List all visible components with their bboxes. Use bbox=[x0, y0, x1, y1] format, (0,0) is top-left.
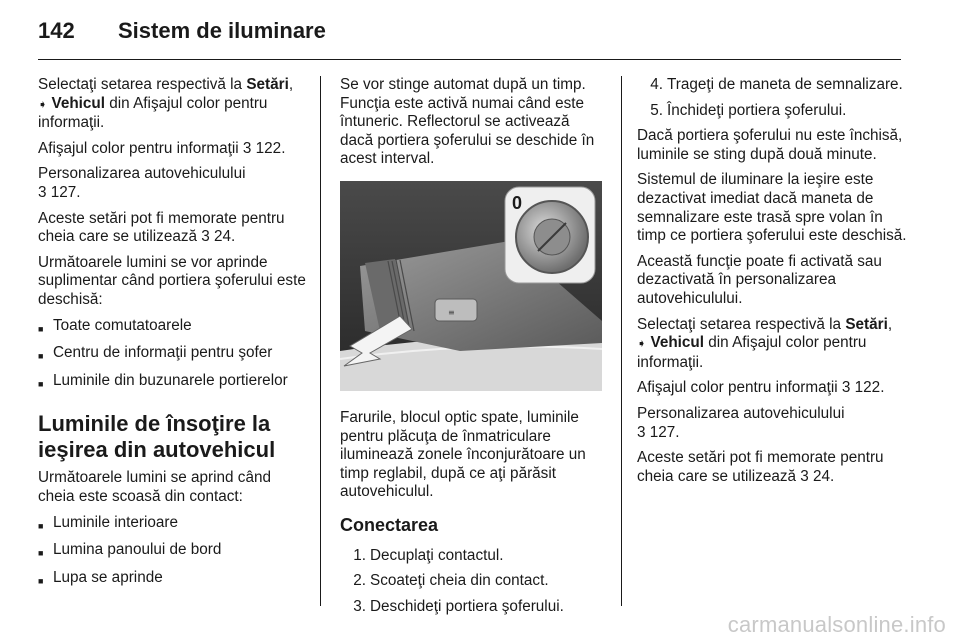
step-item bbox=[340, 598, 604, 617]
body-paragraph: Sistemul de iluminare la ieşire este dezactivat imediat dacă maneta de semnalizare este trasă spre volan în timp ce portiera şoferului este deschisă. bbox=[637, 171, 907, 245]
text: Afişajul color pentru informaţii bbox=[38, 139, 239, 157]
body-paragraph: Această funcţie poate fi activată sau dezactivată în personalizarea autovehiculului. bbox=[637, 252, 882, 307]
page-ref-icon: 3 bbox=[201, 228, 210, 246]
list-item bbox=[38, 541, 308, 563]
figure-label: 0 bbox=[512, 192, 523, 213]
text: Luminile din buzunarele portierelor bbox=[53, 371, 288, 389]
text: Selectaţi setarea respectivă la bbox=[637, 315, 846, 333]
text: din Afişajul color pentru informaţii. bbox=[38, 94, 268, 132]
text: Selectaţi setarea respectivă la bbox=[38, 76, 247, 93]
step-text: Decuplaţi contactul. bbox=[370, 546, 504, 564]
text: Personalizarea autovehiculului bbox=[38, 165, 246, 183]
step-item bbox=[340, 547, 604, 566]
vehicle-label: Vehicul bbox=[51, 94, 106, 112]
text: Toate comutatoarele bbox=[53, 316, 192, 334]
step-item bbox=[637, 76, 907, 95]
body-paragraph: Se vor stinge automat după un timp. Funcţia este activă numai când este întuneric. Reflectorul se activează dacă portiera şoferului se deschide în acest interval. bbox=[340, 76, 595, 168]
settings-label: Setări bbox=[246, 76, 289, 93]
watermark: carmanualsonline.info bbox=[727, 612, 946, 637]
bullet-icon: ■ bbox=[38, 548, 44, 559]
step-number: 5. bbox=[650, 101, 663, 119]
reference-paragraph bbox=[38, 140, 308, 159]
text: 24. bbox=[214, 228, 236, 246]
reference-paragraph bbox=[637, 449, 907, 486]
list-item bbox=[38, 569, 308, 591]
page-ref-icon: 3 bbox=[841, 379, 851, 397]
text: , bbox=[887, 315, 893, 333]
vehicle-label: Vehicul bbox=[650, 334, 705, 352]
text: Lupa se aprinde bbox=[53, 568, 163, 586]
step-text: Scoateţi cheia din contact. bbox=[370, 572, 549, 590]
reference-paragraph bbox=[38, 165, 308, 202]
lever-drawing bbox=[340, 181, 602, 391]
reference-paragraph bbox=[38, 210, 308, 247]
page-ref-icon: 3 bbox=[800, 467, 809, 485]
text: Afişajul color pentru informaţii bbox=[637, 379, 838, 397]
list-item bbox=[38, 317, 308, 339]
page-ref-icon: 3 bbox=[242, 139, 252, 157]
list-item bbox=[38, 514, 308, 536]
reference-paragraph bbox=[637, 405, 907, 442]
header-rule bbox=[38, 59, 901, 60]
text: Personalizarea autovehiculului bbox=[637, 404, 845, 422]
step-item bbox=[637, 102, 907, 121]
column-middle bbox=[340, 76, 604, 623]
step-number: 3. bbox=[353, 597, 366, 615]
bullet-icon: ■ bbox=[38, 575, 44, 586]
svg-text:≡: ≡ bbox=[448, 307, 455, 317]
text: Aceste setări pot fi memorate pentru cheia care se utilizează bbox=[637, 449, 884, 485]
text: Luminile interioare bbox=[53, 513, 178, 531]
text: 127. bbox=[50, 183, 81, 201]
step-text: Trageţi de maneta de semnalizare. bbox=[667, 76, 903, 93]
page-number: 142 bbox=[38, 18, 75, 43]
arrow-icon: ➧ bbox=[38, 98, 48, 111]
section-heading: Conectarea bbox=[340, 514, 439, 535]
text: 122. bbox=[854, 379, 885, 397]
text: din Afişajul color pentru informaţii. bbox=[637, 334, 867, 371]
step-text: Închideţi portiera şoferului. bbox=[667, 101, 847, 119]
text: , bbox=[288, 76, 294, 93]
arrow-icon: ➧ bbox=[637, 338, 647, 351]
bullet-icon: ■ bbox=[38, 520, 44, 531]
section-heading: Luminile de însoţire la ieşirea din autovehicul bbox=[38, 411, 276, 463]
body-paragraph: Următoarele lumini se aprind când cheia este scoasă din contact: bbox=[38, 469, 271, 505]
column-divider bbox=[320, 76, 321, 606]
bullet-icon: ■ bbox=[38, 323, 44, 334]
text: Aceste setări pot fi memorate pentru cheia care se utilizează bbox=[38, 209, 285, 246]
step-text: Deschideţi portiera şoferului. bbox=[370, 597, 564, 615]
settings-label: Setări bbox=[845, 315, 888, 333]
page-ref-icon: 3 bbox=[38, 183, 47, 201]
step-number: 1. bbox=[353, 546, 366, 564]
body-paragraph: Dacă portiera şoferului nu este închisă, luminile se sting după două minute. bbox=[637, 127, 903, 163]
column-right bbox=[637, 76, 907, 493]
text: 127. bbox=[649, 423, 680, 441]
turn-signal-lever-illustration bbox=[340, 181, 602, 391]
step-item bbox=[340, 572, 604, 591]
step-number: 4. bbox=[650, 76, 663, 93]
body-paragraph: Următoarele lumini se vor aprinde suplimentar când portiera şoferului este deschisă: bbox=[38, 253, 306, 308]
text: Lumina panoului de bord bbox=[53, 541, 222, 559]
step-number: 2. bbox=[353, 572, 366, 590]
list-item bbox=[38, 344, 308, 366]
text: 122. bbox=[255, 139, 286, 157]
list-item bbox=[38, 372, 308, 394]
bullet-icon: ■ bbox=[38, 378, 44, 389]
text: Centru de informaţii pentru şofer bbox=[53, 344, 273, 362]
page-ref-icon: 3 bbox=[637, 423, 646, 441]
body-paragraph: Farurile, blocul optic spate, luminile pentru plăcuţa de înmatriculare iluminează zonele înconjurătoare un timp reglabil, după ce aţi părăsit autovehiculul. bbox=[340, 408, 586, 501]
text: 24. bbox=[813, 467, 835, 485]
column-divider bbox=[621, 76, 622, 606]
page-title: Sistem de iluminare bbox=[118, 18, 326, 43]
settings-paragraph bbox=[637, 316, 907, 373]
reference-paragraph bbox=[637, 379, 907, 398]
column-left bbox=[38, 76, 308, 596]
bullet-icon: ■ bbox=[38, 351, 44, 362]
settings-paragraph bbox=[38, 76, 308, 133]
